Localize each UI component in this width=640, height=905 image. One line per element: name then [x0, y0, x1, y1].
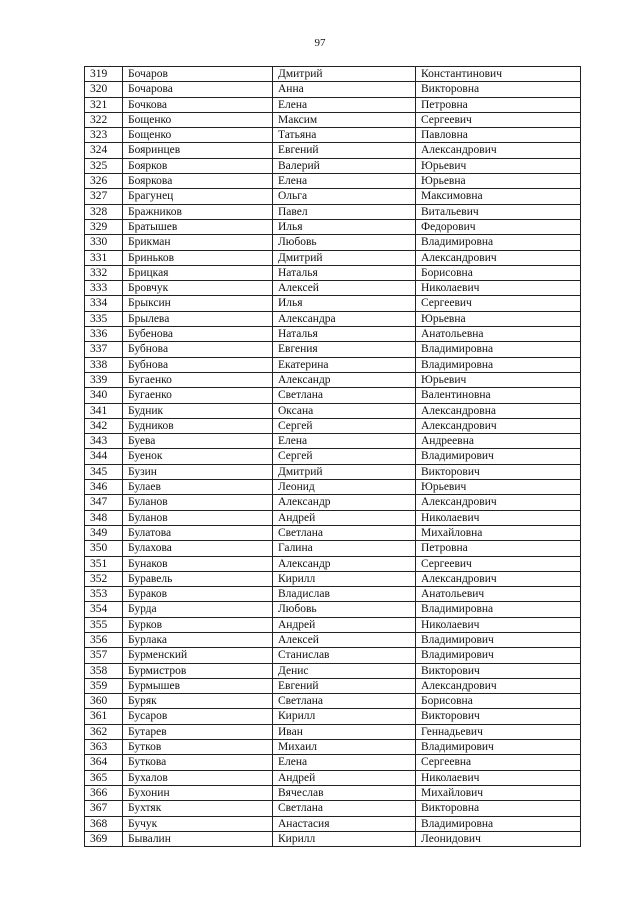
row-number-cell: 359: [85, 678, 123, 693]
last-name-cell: Брагунец: [123, 189, 273, 204]
row-number-cell: 341: [85, 403, 123, 418]
row-number-cell: 350: [85, 541, 123, 556]
first-name-cell: Ольга: [273, 189, 416, 204]
patronymic-cell: Владимирович: [416, 740, 581, 755]
last-name-cell: Булаев: [123, 480, 273, 495]
first-name-cell: Дмитрий: [273, 67, 416, 82]
row-number-cell: 338: [85, 357, 123, 372]
patronymic-cell: Михайлович: [416, 785, 581, 800]
row-number-cell: 347: [85, 495, 123, 510]
patronymic-cell: Александрович: [416, 250, 581, 265]
last-name-cell: Брылева: [123, 311, 273, 326]
row-number-cell: 339: [85, 372, 123, 387]
row-number-cell: 345: [85, 464, 123, 479]
row-number-cell: 344: [85, 449, 123, 464]
patronymic-cell: Юрьевна: [416, 311, 581, 326]
patronymic-cell: Геннадьевич: [416, 724, 581, 739]
patronymic-cell: Сергеевич: [416, 296, 581, 311]
patronymic-cell: Викторовна: [416, 82, 581, 97]
last-name-cell: Бугаенко: [123, 388, 273, 403]
table-row: [85, 128, 581, 143]
table-row: [85, 67, 581, 82]
patronymic-cell: Александровна: [416, 403, 581, 418]
row-number-cell: 355: [85, 617, 123, 632]
patronymic-cell: Федорович: [416, 219, 581, 234]
table-row: [85, 357, 581, 372]
last-name-cell: Булахова: [123, 541, 273, 556]
patronymic-cell: Викторович: [416, 663, 581, 678]
last-name-cell: Боярков: [123, 158, 273, 173]
row-number-cell: 358: [85, 663, 123, 678]
table-row: [85, 265, 581, 280]
first-name-cell: Наталья: [273, 265, 416, 280]
table-row: [85, 480, 581, 495]
last-name-cell: Бурмышев: [123, 678, 273, 693]
row-number-cell: 362: [85, 724, 123, 739]
last-name-cell: Бурменский: [123, 648, 273, 663]
last-name-cell: Бражников: [123, 204, 273, 219]
last-name-cell: Бучук: [123, 816, 273, 831]
table-row: [85, 755, 581, 770]
table-row: [85, 82, 581, 97]
table-row: [85, 495, 581, 510]
table-row: [85, 816, 581, 831]
last-name-cell: Бубнова: [123, 342, 273, 357]
table-row: [85, 219, 581, 234]
name-list-table: [84, 66, 581, 847]
last-name-cell: Бочарова: [123, 82, 273, 97]
first-name-cell: Светлана: [273, 525, 416, 540]
patronymic-cell: Павловна: [416, 128, 581, 143]
patronymic-cell: Викторович: [416, 709, 581, 724]
patronymic-cell: Владимировна: [416, 816, 581, 831]
table-row: [85, 311, 581, 326]
row-number-cell: 342: [85, 418, 123, 433]
table-row: [85, 541, 581, 556]
table-row: [85, 510, 581, 525]
last-name-cell: Бубенова: [123, 327, 273, 342]
row-number-cell: 329: [85, 219, 123, 234]
first-name-cell: Галина: [273, 541, 416, 556]
patronymic-cell: Владимировна: [416, 357, 581, 372]
row-number-cell: 368: [85, 816, 123, 831]
row-number-cell: 319: [85, 67, 123, 82]
patronymic-cell: Витальевич: [416, 204, 581, 219]
table-row: [85, 204, 581, 219]
last-name-cell: Бурмистров: [123, 663, 273, 678]
last-name-cell: Бощенко: [123, 128, 273, 143]
last-name-cell: Бочаров: [123, 67, 273, 82]
row-number-cell: 351: [85, 556, 123, 571]
patronymic-cell: Александрович: [416, 418, 581, 433]
patronymic-cell: Юрьевна: [416, 174, 581, 189]
first-name-cell: Илья: [273, 296, 416, 311]
first-name-cell: Сергей: [273, 449, 416, 464]
row-number-cell: 337: [85, 342, 123, 357]
patronymic-cell: Юрьевич: [416, 480, 581, 495]
table-row: [85, 403, 581, 418]
table-row: [85, 250, 581, 265]
table-row: [85, 418, 581, 433]
table-row: [85, 342, 581, 357]
last-name-cell: Братышев: [123, 219, 273, 234]
patronymic-cell: Владимировна: [416, 235, 581, 250]
last-name-cell: Бураков: [123, 587, 273, 602]
row-number-cell: 363: [85, 740, 123, 755]
last-name-cell: Бузин: [123, 464, 273, 479]
first-name-cell: Александр: [273, 495, 416, 510]
first-name-cell: Сергей: [273, 418, 416, 433]
table-row: [85, 189, 581, 204]
page-number: 97: [314, 37, 326, 49]
patronymic-cell: Сергеевна: [416, 755, 581, 770]
table-row: [85, 372, 581, 387]
table-row: [85, 694, 581, 709]
first-name-cell: Александра: [273, 311, 416, 326]
last-name-cell: Бурда: [123, 602, 273, 617]
last-name-cell: Буткова: [123, 755, 273, 770]
last-name-cell: Будников: [123, 418, 273, 433]
patronymic-cell: Викторовна: [416, 801, 581, 816]
last-name-cell: Бриньков: [123, 250, 273, 265]
row-number-cell: 365: [85, 770, 123, 785]
table-row: [85, 525, 581, 540]
last-name-cell: Брыксин: [123, 296, 273, 311]
last-name-cell: Бунаков: [123, 556, 273, 571]
table-row: [85, 174, 581, 189]
first-name-cell: Евгений: [273, 678, 416, 693]
patronymic-cell: Николаевич: [416, 281, 581, 296]
first-name-cell: Иван: [273, 724, 416, 739]
last-name-cell: Бурлака: [123, 632, 273, 647]
first-name-cell: Кирилл: [273, 709, 416, 724]
row-number-cell: 352: [85, 571, 123, 586]
patronymic-cell: Александрович: [416, 571, 581, 586]
table-row: [85, 281, 581, 296]
patronymic-cell: Владимирович: [416, 648, 581, 663]
patronymic-cell: Андреевна: [416, 434, 581, 449]
table-row: [85, 97, 581, 112]
row-number-cell: 322: [85, 112, 123, 127]
table-body: [85, 67, 581, 847]
last-name-cell: Буланов: [123, 510, 273, 525]
last-name-cell: Бутарев: [123, 724, 273, 739]
patronymic-cell: Петровна: [416, 97, 581, 112]
first-name-cell: Елена: [273, 755, 416, 770]
last-name-cell: Бухалов: [123, 770, 273, 785]
row-number-cell: 328: [85, 204, 123, 219]
table-row: [85, 709, 581, 724]
first-name-cell: Владислав: [273, 587, 416, 602]
last-name-cell: Бочкова: [123, 97, 273, 112]
patronymic-cell: Сергеевич: [416, 112, 581, 127]
row-number-cell: 340: [85, 388, 123, 403]
last-name-cell: Бухонин: [123, 785, 273, 800]
row-number-cell: 346: [85, 480, 123, 495]
first-name-cell: Евгения: [273, 342, 416, 357]
row-number-cell: 326: [85, 174, 123, 189]
last-name-cell: Буряк: [123, 694, 273, 709]
first-name-cell: Андрей: [273, 770, 416, 785]
patronymic-cell: Константинович: [416, 67, 581, 82]
table-row: [85, 327, 581, 342]
first-name-cell: Кирилл: [273, 831, 416, 846]
table-row: [85, 464, 581, 479]
first-name-cell: Алексей: [273, 281, 416, 296]
table-row: [85, 724, 581, 739]
row-number-cell: 324: [85, 143, 123, 158]
row-number-cell: 366: [85, 785, 123, 800]
row-number-cell: 369: [85, 831, 123, 846]
patronymic-cell: Николаевич: [416, 770, 581, 785]
patronymic-cell: Леонидович: [416, 831, 581, 846]
first-name-cell: Елена: [273, 434, 416, 449]
first-name-cell: Наталья: [273, 327, 416, 342]
patronymic-cell: Владимировна: [416, 602, 581, 617]
row-number-cell: 325: [85, 158, 123, 173]
last-name-cell: Бусаров: [123, 709, 273, 724]
row-number-cell: 349: [85, 525, 123, 540]
first-name-cell: Елена: [273, 174, 416, 189]
patronymic-cell: Валентиновна: [416, 388, 581, 403]
first-name-cell: Леонид: [273, 480, 416, 495]
first-name-cell: Светлана: [273, 388, 416, 403]
row-number-cell: 356: [85, 632, 123, 647]
patronymic-cell: Сергеевич: [416, 556, 581, 571]
row-number-cell: 330: [85, 235, 123, 250]
table-row: [85, 556, 581, 571]
first-name-cell: Светлана: [273, 694, 416, 709]
row-number-cell: 320: [85, 82, 123, 97]
first-name-cell: Александр: [273, 556, 416, 571]
first-name-cell: Денис: [273, 663, 416, 678]
last-name-cell: Бывалин: [123, 831, 273, 846]
row-number-cell: 360: [85, 694, 123, 709]
patronymic-cell: Владимирович: [416, 632, 581, 647]
patronymic-cell: Максимовна: [416, 189, 581, 204]
table-row: [85, 158, 581, 173]
last-name-cell: Буравель: [123, 571, 273, 586]
last-name-cell: Бурков: [123, 617, 273, 632]
first-name-cell: Александр: [273, 372, 416, 387]
table-row: [85, 143, 581, 158]
last-name-cell: Буланов: [123, 495, 273, 510]
patronymic-cell: Александрович: [416, 143, 581, 158]
last-name-cell: Бровчук: [123, 281, 273, 296]
row-number-cell: 332: [85, 265, 123, 280]
table-row: [85, 296, 581, 311]
first-name-cell: Илья: [273, 219, 416, 234]
first-name-cell: Татьяна: [273, 128, 416, 143]
table-row: [85, 434, 581, 449]
row-number-cell: 343: [85, 434, 123, 449]
last-name-cell: Брицкая: [123, 265, 273, 280]
table-row: [85, 663, 581, 678]
table-row: [85, 678, 581, 693]
row-number-cell: 361: [85, 709, 123, 724]
patronymic-cell: Анатольевна: [416, 327, 581, 342]
table-row: [85, 449, 581, 464]
last-name-cell: Бутков: [123, 740, 273, 755]
first-name-cell: Дмитрий: [273, 464, 416, 479]
table-row: [85, 602, 581, 617]
first-name-cell: Андрей: [273, 510, 416, 525]
last-name-cell: Бояркова: [123, 174, 273, 189]
last-name-cell: Буева: [123, 434, 273, 449]
table-row: [85, 235, 581, 250]
last-name-cell: Буенок: [123, 449, 273, 464]
row-number-cell: 331: [85, 250, 123, 265]
first-name-cell: Кирилл: [273, 571, 416, 586]
row-number-cell: 333: [85, 281, 123, 296]
table-row: [85, 571, 581, 586]
patronymic-cell: Юрьевич: [416, 372, 581, 387]
table-row: [85, 112, 581, 127]
row-number-cell: 367: [85, 801, 123, 816]
first-name-cell: Анастасия: [273, 816, 416, 831]
table-row: [85, 388, 581, 403]
last-name-cell: Бугаенко: [123, 372, 273, 387]
table-row: [85, 785, 581, 800]
table-row: [85, 617, 581, 632]
patronymic-cell: Александрович: [416, 495, 581, 510]
patronymic-cell: Юрьевич: [416, 158, 581, 173]
first-name-cell: Дмитрий: [273, 250, 416, 265]
row-number-cell: 334: [85, 296, 123, 311]
row-number-cell: 353: [85, 587, 123, 602]
patronymic-cell: Петровна: [416, 541, 581, 556]
table-row: [85, 587, 581, 602]
last-name-cell: Бояринцев: [123, 143, 273, 158]
first-name-cell: Любовь: [273, 602, 416, 617]
row-number-cell: 364: [85, 755, 123, 770]
first-name-cell: Станислав: [273, 648, 416, 663]
row-number-cell: 354: [85, 602, 123, 617]
row-number-cell: 321: [85, 97, 123, 112]
row-number-cell: 335: [85, 311, 123, 326]
patronymic-cell: Владимирович: [416, 449, 581, 464]
table-row: [85, 770, 581, 785]
row-number-cell: 357: [85, 648, 123, 663]
last-name-cell: Будник: [123, 403, 273, 418]
first-name-cell: Анна: [273, 82, 416, 97]
first-name-cell: Андрей: [273, 617, 416, 632]
last-name-cell: Брикман: [123, 235, 273, 250]
table-row: [85, 632, 581, 647]
first-name-cell: Павел: [273, 204, 416, 219]
last-name-cell: Бощенко: [123, 112, 273, 127]
patronymic-cell: Николаевич: [416, 510, 581, 525]
patronymic-cell: Борисовна: [416, 265, 581, 280]
first-name-cell: Любовь: [273, 235, 416, 250]
patronymic-cell: Борисовна: [416, 694, 581, 709]
patronymic-cell: Николаевич: [416, 617, 581, 632]
first-name-cell: Валерий: [273, 158, 416, 173]
patronymic-cell: Викторович: [416, 464, 581, 479]
row-number-cell: 336: [85, 327, 123, 342]
first-name-cell: Оксана: [273, 403, 416, 418]
first-name-cell: Вячеслав: [273, 785, 416, 800]
last-name-cell: Бухтяк: [123, 801, 273, 816]
table-row: [85, 801, 581, 816]
table-row: [85, 831, 581, 846]
first-name-cell: Екатерина: [273, 357, 416, 372]
row-number-cell: 348: [85, 510, 123, 525]
patronymic-cell: Владимировна: [416, 342, 581, 357]
patronymic-cell: Анатольевич: [416, 587, 581, 602]
first-name-cell: Евгений: [273, 143, 416, 158]
table-row: [85, 740, 581, 755]
last-name-cell: Булатова: [123, 525, 273, 540]
last-name-cell: Бубнова: [123, 357, 273, 372]
row-number-cell: 323: [85, 128, 123, 143]
first-name-cell: Алексей: [273, 632, 416, 647]
table-row: [85, 648, 581, 663]
row-number-cell: 327: [85, 189, 123, 204]
first-name-cell: Максим: [273, 112, 416, 127]
patronymic-cell: Александрович: [416, 678, 581, 693]
first-name-cell: Михаил: [273, 740, 416, 755]
patronymic-cell: Михайловна: [416, 525, 581, 540]
first-name-cell: Светлана: [273, 801, 416, 816]
first-name-cell: Елена: [273, 97, 416, 112]
